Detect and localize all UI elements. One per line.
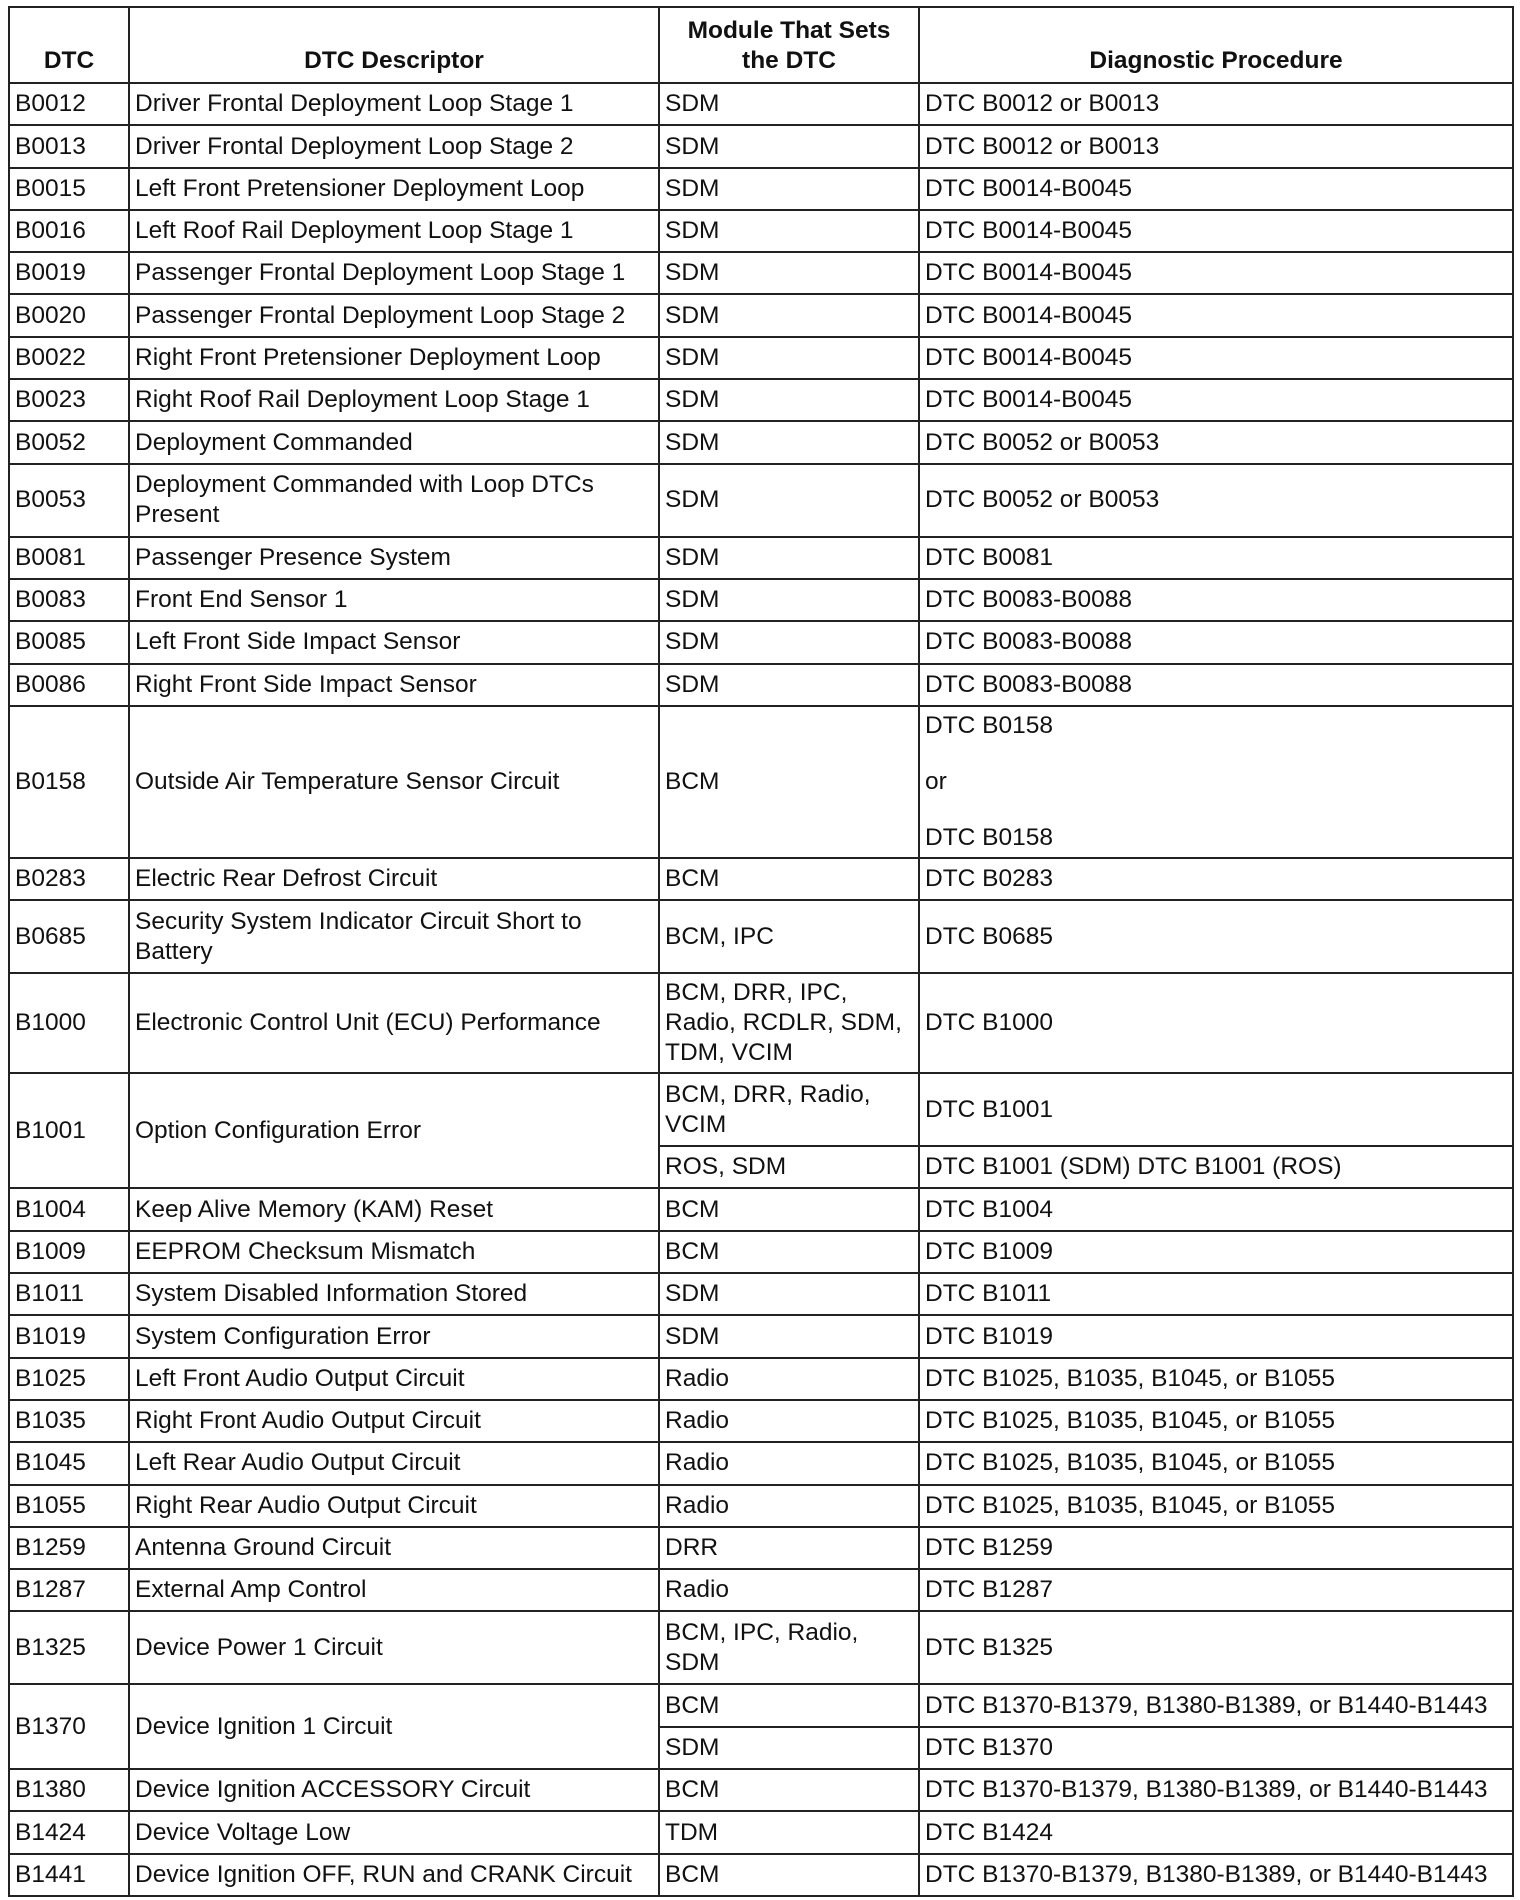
- dtc-code: B1055: [9, 1485, 129, 1527]
- diagnostic-procedure: DTC B1287: [919, 1569, 1513, 1611]
- dtc-code: B1424: [9, 1811, 129, 1853]
- dtc-descriptor: Keep Alive Memory (KAM) Reset: [129, 1188, 659, 1230]
- dtc-code: B0022: [9, 337, 129, 379]
- dtc-descriptor: Right Roof Rail Deployment Loop Stage 1: [129, 379, 659, 421]
- dtc-code: B0012: [9, 83, 129, 125]
- setting-module: SDM: [659, 210, 919, 252]
- dtc-code: B1287: [9, 1569, 129, 1611]
- table-row: [9, 83, 1513, 125]
- dtc-descriptor: Left Rear Audio Output Circuit: [129, 1442, 659, 1484]
- diagnostic-procedure: DTC B0081: [919, 537, 1513, 579]
- dtc-code: B0086: [9, 664, 129, 706]
- table-row: [9, 1527, 1513, 1569]
- table-row: [9, 1188, 1513, 1230]
- header-module-line1: Module That Sets: [687, 17, 891, 45]
- diagnostic-procedure: DTC B1424: [919, 1811, 1513, 1853]
- dtc-code: B1009: [9, 1231, 129, 1273]
- setting-module: BCM, DRR, Radio, VCIM: [659, 1073, 919, 1146]
- dtc-code: B1001: [9, 1073, 129, 1188]
- header-module: [659, 7, 919, 83]
- dtc-descriptor: System Configuration Error: [129, 1315, 659, 1357]
- table-row: [9, 858, 1513, 900]
- diagnostic-procedure: DTC B0014-B0045: [919, 252, 1513, 294]
- dtc-descriptor: Right Front Pretensioner Deployment Loop: [129, 337, 659, 379]
- procedure-line: DTC B0158: [925, 712, 1054, 740]
- diagnostic-procedure: DTC B1025, B1035, B1045, or B1055: [919, 1442, 1513, 1484]
- dtc-code: B1441: [9, 1854, 129, 1896]
- header-module-line2: the DTC: [742, 47, 836, 75]
- table-row: [9, 1442, 1513, 1484]
- table-row: [9, 1811, 1513, 1853]
- dtc-code: B1035: [9, 1400, 129, 1442]
- table-row: [9, 1400, 1513, 1442]
- table-body: [9, 83, 1513, 1896]
- table-row: [9, 1854, 1513, 1896]
- dtc-descriptor: Left Front Side Impact Sensor: [129, 621, 659, 663]
- dtc-code: B0016: [9, 210, 129, 252]
- setting-module: Radio: [659, 1485, 919, 1527]
- dtc-descriptor: Driver Frontal Deployment Loop Stage 1: [129, 83, 659, 125]
- dtc-descriptor: Device Power 1 Circuit: [129, 1611, 659, 1684]
- diagnostic-procedure: DTC B0083-B0088: [919, 664, 1513, 706]
- dtc-code: B0085: [9, 621, 129, 663]
- setting-module: SDM: [659, 537, 919, 579]
- setting-module: BCM, IPC, Radio, SDM: [659, 1611, 919, 1684]
- diagnostic-procedure: DTC B0083-B0088: [919, 579, 1513, 621]
- dtc-descriptor: Electronic Control Unit (ECU) Performance: [129, 973, 659, 1073]
- dtc-table: [8, 6, 1514, 1897]
- table-row: [9, 294, 1513, 336]
- dtc-code: B0158: [9, 706, 129, 858]
- dtc-descriptor: Front End Sensor 1: [129, 579, 659, 621]
- setting-module: SDM: [659, 1273, 919, 1315]
- dtc-code: B0015: [9, 168, 129, 210]
- table-row: [9, 900, 1513, 973]
- diagnostic-procedure: DTC B0014-B0045: [919, 210, 1513, 252]
- diagnostic-procedure: [919, 706, 1513, 858]
- setting-module: Radio: [659, 1358, 919, 1400]
- dtc-descriptor: Device Ignition ACCESSORY Circuit: [129, 1769, 659, 1811]
- setting-module: SDM: [659, 579, 919, 621]
- dtc-descriptor: Right Front Audio Output Circuit: [129, 1400, 659, 1442]
- dtc-code: B0013: [9, 125, 129, 167]
- header-dtc: DTC: [9, 7, 129, 83]
- setting-module: SDM: [659, 664, 919, 706]
- dtc-code: B0081: [9, 537, 129, 579]
- table-row: [9, 664, 1513, 706]
- diagnostic-procedure: DTC B1009: [919, 1231, 1513, 1273]
- header-descriptor: DTC Descriptor: [129, 7, 659, 83]
- dtc-descriptor: Option Configuration Error: [129, 1073, 659, 1188]
- diagnostic-procedure: DTC B1001: [919, 1073, 1513, 1146]
- diagnostic-procedure: DTC B0014-B0045: [919, 168, 1513, 210]
- dtc-descriptor: Left Front Audio Output Circuit: [129, 1358, 659, 1400]
- procedure-line: or: [925, 767, 947, 795]
- dtc-code: B1370: [9, 1684, 129, 1769]
- diagnostic-procedure: DTC B1325: [919, 1611, 1513, 1684]
- dtc-descriptor: Left Roof Rail Deployment Loop Stage 1: [129, 210, 659, 252]
- dtc-descriptor: Left Front Pretensioner Deployment Loop: [129, 168, 659, 210]
- dtc-code: B1025: [9, 1358, 129, 1400]
- setting-module: SDM: [659, 252, 919, 294]
- table-row: [9, 421, 1513, 463]
- diagnostic-procedure: DTC B0014-B0045: [919, 337, 1513, 379]
- setting-module: SDM: [659, 464, 919, 537]
- setting-module: BCM: [659, 1769, 919, 1811]
- diagnostic-procedure: DTC B1259: [919, 1527, 1513, 1569]
- diagnostic-procedure: DTC B0014-B0045: [919, 379, 1513, 421]
- diagnostic-procedure: DTC B1011: [919, 1273, 1513, 1315]
- dtc-code: B0083: [9, 579, 129, 621]
- table-row: [9, 537, 1513, 579]
- dtc-code: B1004: [9, 1188, 129, 1230]
- diagnostic-procedure: DTC B0012 or B0013: [919, 125, 1513, 167]
- setting-module: SDM: [659, 421, 919, 463]
- header-procedure: Diagnostic Procedure: [919, 7, 1513, 83]
- dtc-descriptor: Deployment Commanded: [129, 421, 659, 463]
- table-row: [9, 125, 1513, 167]
- diagnostic-procedure: DTC B1025, B1035, B1045, or B1055: [919, 1400, 1513, 1442]
- setting-module: BCM: [659, 1684, 919, 1726]
- dtc-code: B1019: [9, 1315, 129, 1357]
- diagnostic-procedure: DTC B0685: [919, 900, 1513, 973]
- setting-module: BCM: [659, 858, 919, 900]
- setting-module: SDM: [659, 337, 919, 379]
- setting-module: BCM: [659, 1854, 919, 1896]
- table-row: [9, 1485, 1513, 1527]
- dtc-code: B0283: [9, 858, 129, 900]
- dtc-code: B1259: [9, 1527, 129, 1569]
- dtc-code: B0052: [9, 421, 129, 463]
- dtc-descriptor: System Disabled Information Stored: [129, 1273, 659, 1315]
- table-row: [9, 337, 1513, 379]
- table-row: [9, 1273, 1513, 1315]
- setting-module: Radio: [659, 1442, 919, 1484]
- diagnostic-procedure: DTC B1000: [919, 973, 1513, 1073]
- dtc-descriptor: Driver Frontal Deployment Loop Stage 2: [129, 125, 659, 167]
- dtc-descriptor: Passenger Frontal Deployment Loop Stage 1: [129, 252, 659, 294]
- diagnostic-procedure: DTC B0283: [919, 858, 1513, 900]
- dtc-code: B1325: [9, 1611, 129, 1684]
- diagnostic-procedure: DTC B1025, B1035, B1045, or B1055: [919, 1485, 1513, 1527]
- setting-module: SDM: [659, 168, 919, 210]
- table-row: [9, 252, 1513, 294]
- dtc-code: B0020: [9, 294, 129, 336]
- dtc-code: B1380: [9, 1769, 129, 1811]
- dtc-descriptor: Security System Indicator Circuit Short to Battery: [129, 900, 659, 973]
- dtc-descriptor: Electric Rear Defrost Circuit: [129, 858, 659, 900]
- table-row: [9, 1315, 1513, 1357]
- diagnostic-procedure: DTC B1004: [919, 1188, 1513, 1230]
- diagnostic-procedure: DTC B1025, B1035, B1045, or B1055: [919, 1358, 1513, 1400]
- dtc-descriptor: Outside Air Temperature Sensor Circuit: [129, 706, 659, 858]
- table-row: [9, 210, 1513, 252]
- setting-module: Radio: [659, 1400, 919, 1442]
- setting-module: BCM: [659, 706, 919, 858]
- dtc-code: B0053: [9, 464, 129, 537]
- dtc-descriptor: Device Ignition OFF, RUN and CRANK Circuit: [129, 1854, 659, 1896]
- table-row: [9, 1231, 1513, 1273]
- dtc-code: B1011: [9, 1273, 129, 1315]
- table-row: [9, 973, 1513, 1073]
- dtc-descriptor: External Amp Control: [129, 1569, 659, 1611]
- diagnostic-procedure: DTC B1001 (SDM) DTC B1001 (ROS): [919, 1146, 1513, 1188]
- setting-module: BCM: [659, 1188, 919, 1230]
- dtc-code: B1000: [9, 973, 129, 1073]
- setting-module: BCM: [659, 1231, 919, 1273]
- table-row: [9, 1569, 1513, 1611]
- setting-module: SDM: [659, 621, 919, 663]
- table-row: [9, 1684, 1513, 1726]
- table-row: [9, 1611, 1513, 1684]
- setting-module: Radio: [659, 1569, 919, 1611]
- dtc-descriptor: Right Rear Audio Output Circuit: [129, 1485, 659, 1527]
- diagnostic-procedure: DTC B1370: [919, 1727, 1513, 1769]
- setting-module: SDM: [659, 1315, 919, 1357]
- table-row: [9, 1769, 1513, 1811]
- setting-module: SDM: [659, 125, 919, 167]
- setting-module: BCM, DRR, IPC, Radio, RCDLR, SDM, TDM, VCIM: [659, 973, 919, 1073]
- dtc-descriptor: Passenger Presence System: [129, 537, 659, 579]
- diagnostic-procedure: DTC B0083-B0088: [919, 621, 1513, 663]
- setting-module: SDM: [659, 1727, 919, 1769]
- dtc-code: B0023: [9, 379, 129, 421]
- setting-module: SDM: [659, 294, 919, 336]
- dtc-descriptor: Right Front Side Impact Sensor: [129, 664, 659, 706]
- table-row: [9, 579, 1513, 621]
- setting-module: TDM: [659, 1811, 919, 1853]
- setting-module: SDM: [659, 83, 919, 125]
- table-row: [9, 168, 1513, 210]
- table-row: [9, 706, 1513, 858]
- dtc-descriptor: Passenger Frontal Deployment Loop Stage 2: [129, 294, 659, 336]
- diagnostic-procedure: DTC B0052 or B0053: [919, 421, 1513, 463]
- dtc-descriptor: Deployment Commanded with Loop DTCs Present: [129, 464, 659, 537]
- dtc-code: B0019: [9, 252, 129, 294]
- table-header-row: [9, 7, 1513, 83]
- table-row: [9, 1358, 1513, 1400]
- diagnostic-procedure: DTC B0012 or B0013: [919, 83, 1513, 125]
- table-row: [9, 379, 1513, 421]
- setting-module: DRR: [659, 1527, 919, 1569]
- table-row: [9, 464, 1513, 537]
- dtc-code: B1045: [9, 1442, 129, 1484]
- dtc-code: B0685: [9, 900, 129, 973]
- table-row: [9, 1073, 1513, 1146]
- diagnostic-procedure: DTC B0014-B0045: [919, 294, 1513, 336]
- diagnostic-procedure: DTC B1370-B1379, B1380-B1389, or B1440-B1443: [919, 1684, 1513, 1726]
- diagnostic-procedure: DTC B1019: [919, 1315, 1513, 1357]
- dtc-descriptor: EEPROM Checksum Mismatch: [129, 1231, 659, 1273]
- diagnostic-procedure: DTC B1370-B1379, B1380-B1389, or B1440-B1443: [919, 1854, 1513, 1896]
- diagnostic-procedure: DTC B1370-B1379, B1380-B1389, or B1440-B1443: [919, 1769, 1513, 1811]
- dtc-descriptor: Device Voltage Low: [129, 1811, 659, 1853]
- dtc-descriptor: Antenna Ground Circuit: [129, 1527, 659, 1569]
- table-row: [9, 621, 1513, 663]
- dtc-descriptor: Device Ignition 1 Circuit: [129, 1684, 659, 1769]
- diagnostic-procedure: DTC B0052 or B0053: [919, 464, 1513, 537]
- procedure-line: DTC B0158: [925, 823, 1054, 851]
- setting-module: SDM: [659, 379, 919, 421]
- setting-module: BCM, IPC: [659, 900, 919, 973]
- setting-module: ROS, SDM: [659, 1146, 919, 1188]
